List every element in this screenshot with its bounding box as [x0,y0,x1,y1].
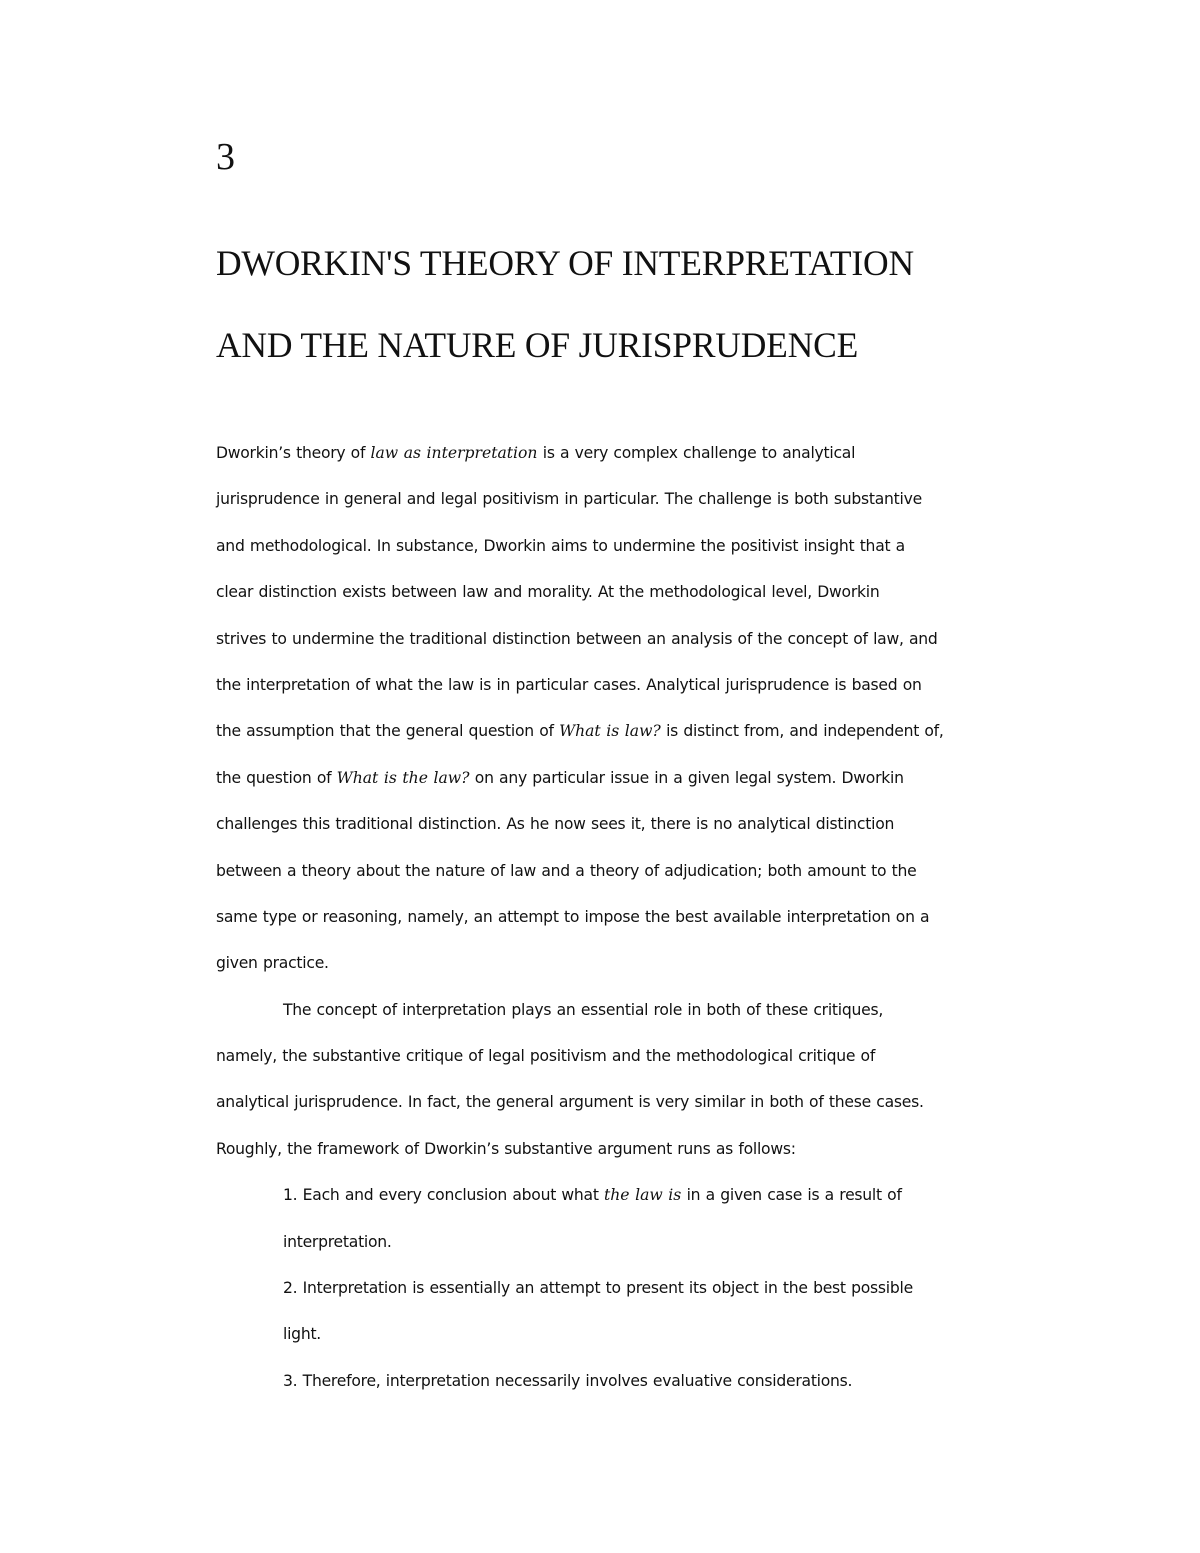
italic-term: What is the law? [336,768,470,787]
text-line: jurisprudence in general and legal positivism in particular. The challenge is both substantive [216,490,922,509]
text-line: same type or reasoning, namely, an attempt to impose the best available interpretation on a [216,907,930,926]
chapter-number: 3 [216,136,235,178]
body-text [216,430,996,1404]
text-line: clear distinction exists between law and morality. At the methodological level, Dworkin [216,583,880,602]
chapter-title-line-1: DWORKIN'S THEORY OF INTERPRETATION [216,243,914,283]
text-line: the assumption that the general question of What is law? is distinct from, and independent of, [216,722,944,741]
text-line: analytical jurisprudence. In fact, the general argument is very similar in both of these cases. [216,1093,924,1112]
paragraph-2 [216,987,996,1173]
argument-list [216,1172,996,1404]
text-line: namely, the substantive critique of legal positivism and the methodological critique of [216,1047,876,1066]
text-line: strives to undermine the traditional distinction between an analysis of the concept of law, and [216,629,938,648]
chapter-title [216,222,1116,386]
list-item: 3. Therefore, interpretation necessarily involves evaluative considerations. [283,1371,853,1390]
list-item: 2. Interpretation is essentially an attempt to present its object in the best possible [283,1279,913,1298]
text-line: and methodological. In substance, Dworkin aims to undermine the positivist insight that a [216,536,905,555]
list-item-continuation: light. [283,1325,322,1344]
italic-term: the law is [604,1186,682,1205]
text-line: the question of What is the law? on any particular issue in a given legal system. Dworkin [216,768,904,787]
text-line: Roughly, the framework of Dworkin’s substantive argument runs as follows: [216,1139,796,1158]
italic-term: What is law? [559,722,661,741]
text-line: Dworkin’s theory of law as interpretation is a very complex challenge to analytical [216,444,856,462]
text-line: given practice. [216,954,329,973]
chapter-title-line-2: AND THE NATURE OF JURISPRUDENCE [216,325,859,365]
italic-term: law as interpretation [370,444,538,462]
paragraph-1 [216,430,996,987]
text-line: the interpretation of what the law is in particular cases. Analytical jurisprudence is based on [216,675,922,694]
list-item: 1. Each and every conclusion about what the law is in a given case is a result of [283,1186,902,1205]
list-item-continuation: interpretation. [283,1232,392,1251]
text-line: challenges this traditional distinction. As he now sees it, there is no analytical distinction [216,815,895,834]
text-line: The concept of interpretation plays an essential role in both of these critiques, [283,1000,884,1019]
text-line: between a theory about the nature of law and a theory of adjudication; both amount to the [216,861,917,880]
